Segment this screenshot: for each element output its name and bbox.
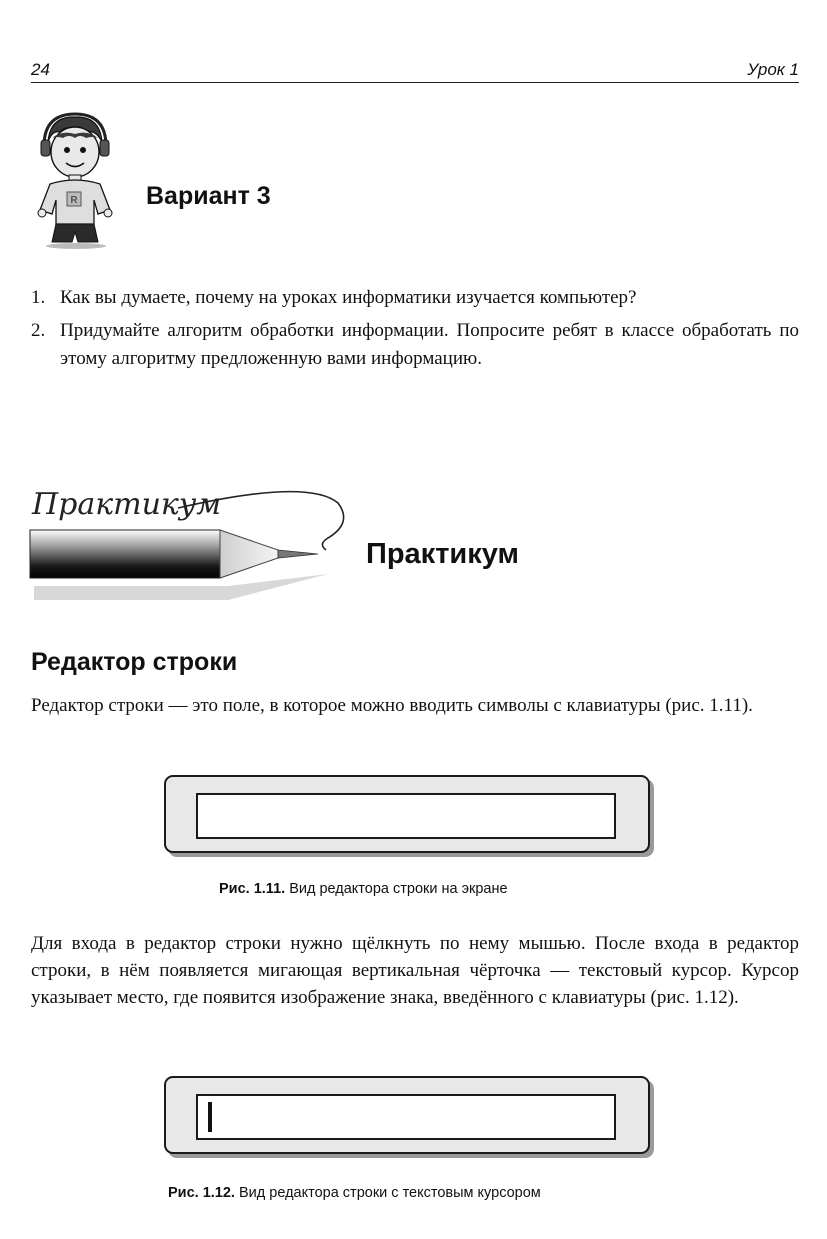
pencil-banner xyxy=(28,478,358,603)
figure-label: Рис. 1.11. xyxy=(219,881,286,897)
line-editor-field xyxy=(196,793,616,839)
page-number: 24 xyxy=(31,60,50,79)
paragraph-intro: Редактор строки — это поле, в которое можно вводить символы с клавиатуры (рис. 1.11). xyxy=(31,695,753,716)
figure-label: Рис. 1.12. xyxy=(168,1185,235,1201)
task-list xyxy=(31,284,799,378)
boy-with-headphones-icon xyxy=(36,112,114,250)
running-head xyxy=(31,58,799,83)
task-number: 2. xyxy=(31,320,46,341)
task-number: 1. xyxy=(31,287,46,308)
list-item xyxy=(31,284,799,312)
figure-caption-text: Вид редактора строки на экране xyxy=(289,881,508,897)
banner-script-label: Практикум xyxy=(32,487,222,522)
svg-text:R: R xyxy=(70,195,78,206)
practicum-title: Практикум xyxy=(366,538,519,570)
paragraph-cursor: Для входа в редактор строки нужно щёлкнуть по нему мышью. После входа в редактор строки, в нём появляется мигающая вертикальная чёрточка — текстовый курсор. Курсор указывает место, где появится изображение знака, введённого с клавиатуры (рис. 1.12). xyxy=(31,933,799,1008)
task-text: Как вы думаете, почему на уроках информатики изучается компьютер? xyxy=(60,287,637,308)
figure-caption xyxy=(168,1185,541,1201)
text-cursor-icon xyxy=(208,1102,212,1132)
figure-caption-text: Вид редактора строки с текстовым курсором xyxy=(239,1185,541,1201)
line-editor-figure-with-cursor xyxy=(164,1076,650,1154)
figure-caption xyxy=(219,881,508,897)
lesson-title: Урок 1 xyxy=(747,60,799,79)
line-editor-field xyxy=(196,1094,616,1140)
list-item xyxy=(31,317,799,373)
variant-title: Вариант 3 xyxy=(146,182,271,210)
line-editor-figure xyxy=(164,775,650,853)
section-title: Редактор строки xyxy=(31,648,238,676)
task-text: Придумайте алгоритм обработки информации. Попросите ребят в классе обработать по этому алгоритму предложенную вами информацию. xyxy=(60,320,799,369)
